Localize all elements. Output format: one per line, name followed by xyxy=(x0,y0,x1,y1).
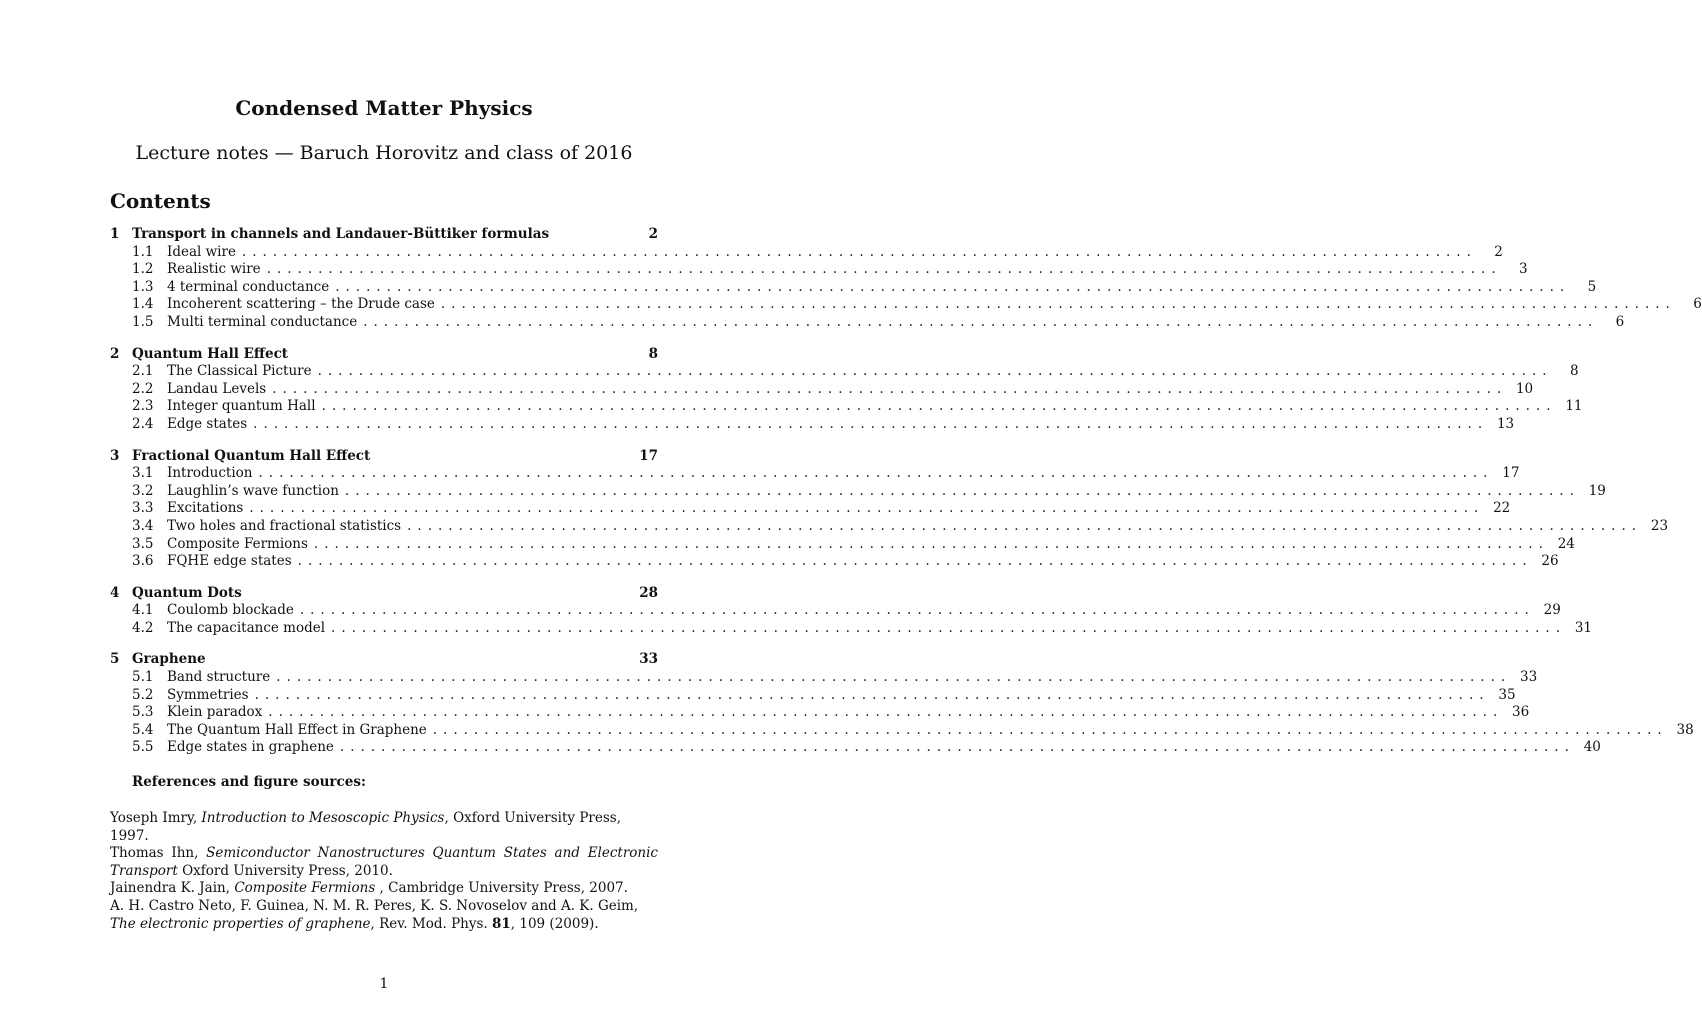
toc-subsection-entry xyxy=(110,278,1597,297)
toc-leader-dots: ........................................................................................................................ xyxy=(331,619,1566,636)
toc-leader-dots: ........................................................................................................................ xyxy=(258,465,1494,482)
toc-subsection-page: 29 xyxy=(1543,602,1561,619)
toc-subsection-page: 35 xyxy=(1498,686,1516,703)
toc-leader-dots: ........................................................................................................................ xyxy=(253,415,1489,432)
toc-leader-dots: ........................................................................................................................ xyxy=(241,243,1477,260)
toc-subsection-title: FQHE edge states xyxy=(167,553,292,570)
toc-subsection-title: Edge states xyxy=(167,415,248,432)
toc-subsection-page: 40 xyxy=(1583,739,1601,756)
toc-subsection-title: 4 terminal conductance xyxy=(167,278,330,295)
toc-subsection-entry xyxy=(110,482,1606,501)
toc-section xyxy=(110,584,1592,638)
toc-section-title: Fractional Quantum Hall Effect xyxy=(132,447,371,464)
toc-subsection-title: Coulomb blockade xyxy=(167,602,294,619)
toc-subsection-entry xyxy=(110,465,1520,483)
table-of-contents xyxy=(110,226,1702,771)
toc-section xyxy=(110,345,1583,434)
toc-subsection-number: 3.2 xyxy=(132,482,154,499)
reference-journal: , Rev. Mod. Phys. xyxy=(370,915,492,932)
reference-authors: Yoseph Imry, xyxy=(110,810,202,826)
toc-subsection-title: Incoherent scattering – the Drude case xyxy=(167,296,435,313)
toc-subsection-number: 5.3 xyxy=(132,704,154,721)
toc-subsection-number: 5.4 xyxy=(132,721,154,738)
toc-subsection-title: The Classical Picture xyxy=(167,363,312,380)
reference-work: Composite Fermions xyxy=(234,880,376,897)
toc-subsection-title: Landau Levels xyxy=(167,380,267,397)
toc-subsection-number: 3.4 xyxy=(132,517,154,534)
toc-subsection-number: 2.2 xyxy=(132,380,154,397)
references-heading: References and figure sources: xyxy=(132,774,366,790)
toc-subsection-number: 5.1 xyxy=(132,669,154,686)
toc-subsection-page: 24 xyxy=(1557,535,1575,552)
toc-subsection-title: Laughlin’s wave function xyxy=(167,482,339,499)
reference-entry xyxy=(110,898,658,933)
toc-subsection-title: Realistic wire xyxy=(167,261,261,278)
toc-leader-dots: ........................................................................................................................ xyxy=(276,669,1512,686)
toc-leader-dots: ........................................................................................................................ xyxy=(249,500,1485,517)
toc-subsection-entry xyxy=(110,704,1530,722)
reference-details: Oxford University Press, 2010. xyxy=(177,862,393,879)
toc-leader-dots: ........................................................................................................................ xyxy=(297,553,1533,570)
toc-subsection-number: 4.2 xyxy=(132,619,154,636)
toc-leader-dots: ........................................................................................................................ xyxy=(272,380,1508,397)
toc-subsection-number: 5.5 xyxy=(132,739,154,756)
toc-leader-dots: ........................................................................................................................ xyxy=(317,363,1553,380)
toc-subsection-page: 36 xyxy=(1512,704,1530,721)
toc-leader-dots: ........................................................................................................................ xyxy=(254,686,1490,703)
toc-section-number: 1 xyxy=(110,226,120,242)
toc-subsection-title: Composite Fermions xyxy=(167,535,308,552)
toc-subsection-entry xyxy=(110,363,1579,381)
toc-subsection-entry xyxy=(110,739,1601,757)
toc-subsection-page: 6 xyxy=(1693,296,1702,313)
toc-subsection-number: 5.2 xyxy=(132,686,154,703)
toc-section-page: 28 xyxy=(639,584,658,601)
toc-section-number: 3 xyxy=(110,447,120,464)
toc-leader-dots: ........................................................................................................................ xyxy=(432,721,1668,738)
toc-section-number: 5 xyxy=(110,651,120,668)
toc-subsection-number: 3.6 xyxy=(132,553,154,570)
toc-subsection-title: The Quantum Hall Effect in Graphene xyxy=(167,721,427,738)
toc-subsection-entry xyxy=(110,380,1534,399)
reference-entry xyxy=(110,880,658,898)
toc-subsection-page: 3 xyxy=(1519,261,1528,278)
toc-section-entry xyxy=(110,651,658,669)
toc-section xyxy=(110,226,1702,332)
toc-subsection-entry xyxy=(110,535,1575,554)
reference-details: , 109 (2009). xyxy=(510,915,599,932)
toc-subsection-title: Band structure xyxy=(167,669,271,686)
toc-subsection-page: 23 xyxy=(1650,517,1669,534)
toc-section-page: 8 xyxy=(648,345,658,362)
toc-subsection-number: 3.5 xyxy=(132,535,154,552)
toc-section-page: 2 xyxy=(648,226,658,242)
reference-entry xyxy=(110,810,658,845)
toc-section-page: 33 xyxy=(639,651,658,668)
toc-leader-dots: ........................................................................................................................ xyxy=(440,296,1676,313)
toc-subsection-page: 10 xyxy=(1515,380,1534,397)
reference-volume: 81 xyxy=(491,915,511,932)
toc-subsection-title: Integer quantum Hall xyxy=(167,398,316,415)
reference-details: , Cambridge University Press, 2007. xyxy=(375,880,628,897)
toc-subsection-title: Edge states in graphene xyxy=(167,739,334,756)
reference-authors: A. H. Castro Neto, F. Guinea, N. M. R. Peres, K. S. Novoselov and A. K. Geim, xyxy=(110,897,639,914)
toc-leader-dots: ........................................................................................................................ xyxy=(266,261,1502,278)
references-list xyxy=(110,810,658,933)
toc-subsection-number: 1.2 xyxy=(132,261,154,278)
toc-subsection-number: 1.4 xyxy=(132,296,154,313)
toc-subsection-title: Multi terminal conductance xyxy=(167,313,358,330)
toc-subsection-page: 26 xyxy=(1541,553,1559,570)
toc-leader-dots: ........................................................................................................................ xyxy=(344,482,1580,499)
toc-subsection-page: 38 xyxy=(1676,721,1694,738)
toc-subsection-page: 31 xyxy=(1574,619,1592,636)
toc-subsection-entry xyxy=(110,553,1559,571)
reference-work: Introduction to Mesoscopic Physics xyxy=(201,810,445,826)
toc-subsection-entry xyxy=(110,686,1516,705)
toc-subsection-page: 13 xyxy=(1496,415,1515,432)
toc-section-entry xyxy=(110,585,658,603)
toc-subsection-entry xyxy=(110,261,1528,279)
toc-subsection-page: 33 xyxy=(1520,669,1538,686)
toc-subsection-entry xyxy=(110,313,1625,332)
toc-subsection-title: Ideal wire xyxy=(167,243,236,260)
toc-subsection-number: 1.1 xyxy=(132,243,154,260)
toc-subsection-number: 2.4 xyxy=(132,415,154,432)
toc-section-entry xyxy=(110,448,658,466)
toc-subsection-page: 22 xyxy=(1493,500,1511,517)
toc-leader-dots: ........................................................................................................................ xyxy=(339,739,1575,756)
document-subtitle: Lecture notes — Baruch Horovitz and class of 2016 xyxy=(135,142,633,164)
reference-authors: Jainendra K. Jain, xyxy=(110,880,235,897)
toc-subsection-page: 2 xyxy=(1494,243,1503,260)
toc-subsection-title: Introduction xyxy=(167,465,253,482)
toc-subsection-entry xyxy=(110,243,1503,262)
toc-subsection-page: 6 xyxy=(1615,313,1625,330)
toc-subsection-entry xyxy=(110,669,1538,687)
reference-details: , Oxford University Press, 1997. xyxy=(110,810,621,844)
toc-leader-dots: ........................................................................................................................ xyxy=(313,535,1549,552)
toc-section-title: Quantum Hall Effect xyxy=(132,345,289,362)
toc-section-title: Transport in channels and Landauer-Büttiker formulas xyxy=(132,226,550,242)
toc-leader-dots: ........................................................................................................................ xyxy=(335,278,1571,295)
toc-leader-dots: ........................................................................................................................ xyxy=(299,602,1535,619)
toc-leader-dots: ........................................................................................................................ xyxy=(321,398,1557,415)
toc-subsection-entry xyxy=(110,517,1669,536)
toc-section-number: 2 xyxy=(110,345,120,362)
toc-subsection-page: 17 xyxy=(1502,465,1520,482)
reference-work: The electronic properties of graphene xyxy=(110,915,371,932)
reference-work: Semiconductor Nanostructures Quantum States and Electronic Transport xyxy=(110,845,658,879)
toc-leader-dots: ........................................................................................................................ xyxy=(407,517,1643,534)
toc-subsection-number: 2.1 xyxy=(132,363,154,380)
toc-section xyxy=(110,447,1669,571)
toc-subsection-entry xyxy=(110,721,1694,740)
toc-subsection-title: Klein paradox xyxy=(167,704,263,721)
toc-leader-dots: ........................................................................................................................ xyxy=(363,313,1599,330)
toc-subsection-title: Symmetries xyxy=(167,686,249,703)
toc-section-number: 4 xyxy=(110,584,120,601)
toc-section-title: Quantum Dots xyxy=(132,584,242,601)
toc-subsection-title: Two holes and fractional statistics xyxy=(167,517,402,534)
page-number: 1 xyxy=(379,976,389,992)
document-title: Condensed Matter Physics xyxy=(235,96,533,120)
toc-section xyxy=(110,651,1694,757)
reference-authors: Thomas Ihn, xyxy=(110,845,207,862)
toc-subsection-page: 5 xyxy=(1587,278,1597,295)
toc-subsection-page: 11 xyxy=(1565,398,1583,415)
toc-subsection-title: Excitations xyxy=(167,500,244,517)
toc-section-entry xyxy=(110,226,658,244)
toc-subsection-entry xyxy=(110,415,1515,434)
toc-subsection-entry xyxy=(110,619,1592,638)
toc-subsection-number: 3.3 xyxy=(132,500,154,517)
toc-subsection-entry xyxy=(110,398,1583,416)
toc-subsection-number: 3.1 xyxy=(132,465,154,482)
toc-subsection-page: 19 xyxy=(1588,482,1606,499)
reference-entry xyxy=(110,845,658,880)
toc-subsection-number: 2.3 xyxy=(132,398,154,415)
toc-subsection-entry xyxy=(110,500,1511,518)
toc-subsection-entry xyxy=(110,296,1702,314)
contents-heading: Contents xyxy=(110,189,211,213)
toc-subsection-page: 8 xyxy=(1569,363,1579,380)
toc-subsection-number: 1.3 xyxy=(132,278,154,295)
toc-section-title: Graphene xyxy=(132,651,206,668)
toc-subsection-title: The capacitance model xyxy=(167,619,326,636)
toc-leader-dots: ........................................................................................................................ xyxy=(268,704,1504,721)
toc-section-entry xyxy=(110,346,658,364)
toc-subsection-number: 1.5 xyxy=(132,313,154,330)
toc-section-page: 17 xyxy=(639,447,658,464)
toc-subsection-entry xyxy=(110,602,1561,620)
toc-subsection-number: 4.1 xyxy=(132,602,154,619)
